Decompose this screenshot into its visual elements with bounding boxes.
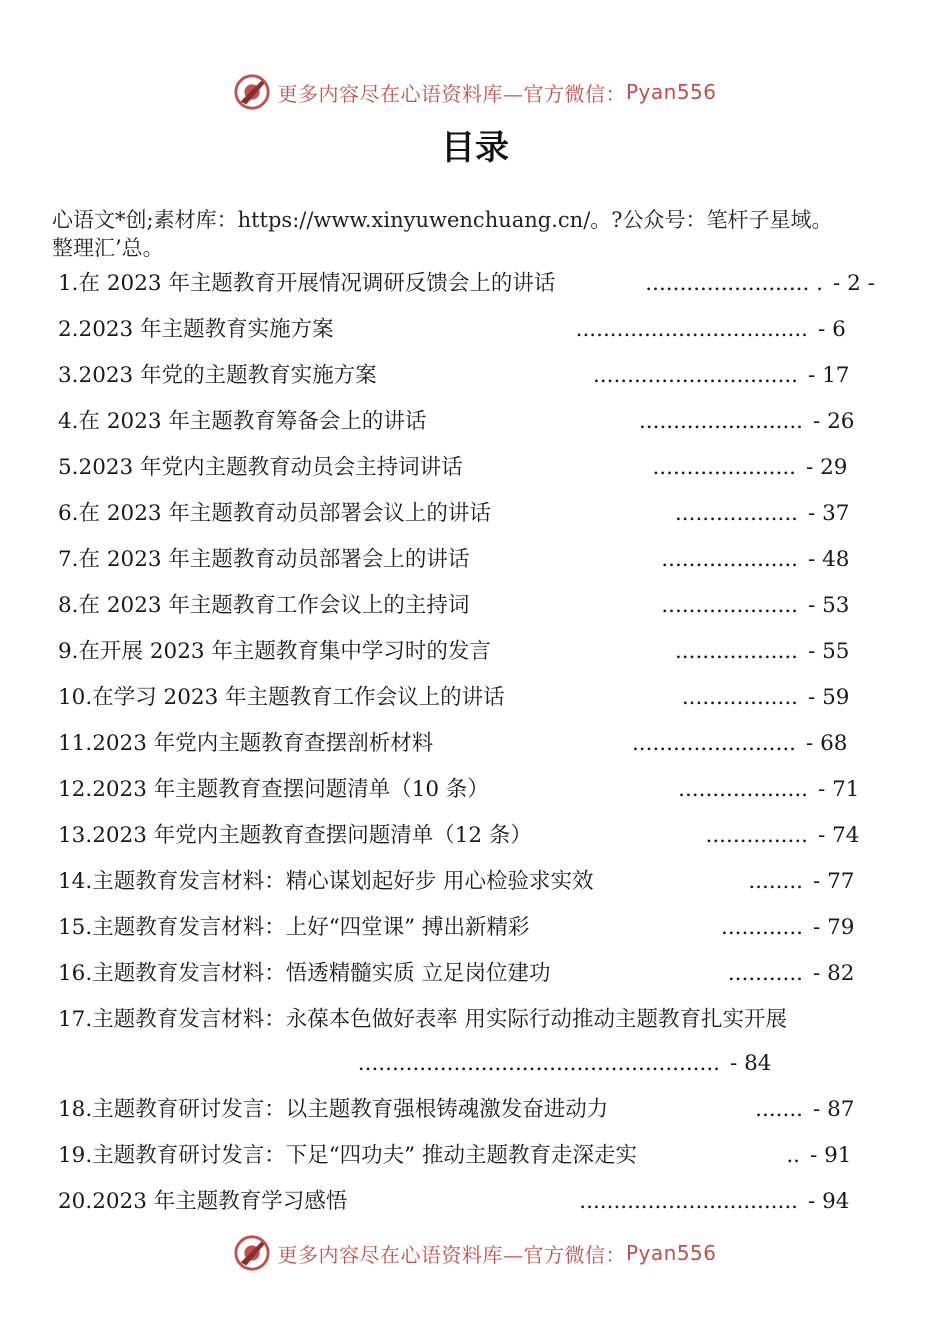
toc-leader-dots: ..................	[674, 639, 798, 664]
toc-leader-dots: ................................	[579, 1189, 798, 1214]
toc-page-number: - 94	[808, 1189, 850, 1214]
toc-page-number: - 48	[808, 547, 850, 572]
intro-line-1: 心语文*创;素材库：https://www.xinyuwenchuang.cn/。?公众号：笔杆子星域。	[52, 208, 833, 232]
toc-entry[interactable]	[58, 680, 908, 716]
toc-entry-title: 12.2023 年主题教育查摆问题清单（10 条）	[58, 777, 489, 802]
toc-leader-dots: ........................ .	[645, 271, 823, 296]
toc-entry-title: 11.2023 年党内主题教育查摆剖析材料	[58, 731, 434, 756]
toc-page-number: - 53	[808, 593, 850, 618]
toc-page-number: - 71	[818, 777, 860, 802]
toc-entry-title: 14.主题教育发言材料：精心谋划起好步 用心检验求实效	[58, 869, 594, 894]
watermark-text: 更多内容尽在心语资料库—官方微信：	[277, 1242, 626, 1267]
toc-leader-dots: ..	[786, 1143, 800, 1168]
toc-entry[interactable]	[58, 864, 908, 900]
toc-page-number: - 2 -	[833, 271, 875, 296]
toc-leader-dots: .......	[755, 1097, 803, 1122]
toc-entry-title: 16.主题教育发言材料：悟透精髓实质 立足岗位建功	[58, 961, 551, 986]
toc-entry-title: 7.在 2023 年主题教育动员部署会上的讲话	[58, 547, 470, 572]
footer-watermark	[0, 1233, 950, 1273]
toc-entry-title: 9.在开展 2023 年主题教育集中学习时的发言	[58, 639, 491, 664]
toc-entry-title: 5.2023 年党内主题教育动员会主持词讲话	[58, 455, 463, 480]
toc-entry[interactable]	[58, 726, 908, 762]
toc-entry[interactable]	[58, 496, 908, 532]
toc-leader-dots: ....................	[661, 547, 798, 572]
toc-entry-title: 2.2023 年主题教育实施方案	[58, 317, 334, 342]
toc-entry[interactable]	[58, 358, 908, 394]
toc-entry-title: 6.在 2023 年主题教育动员部署会议上的讲话	[58, 501, 491, 526]
toc-entry-title: 20.2023 年主题教育学习感悟	[58, 1189, 348, 1214]
toc-entry[interactable]	[58, 1138, 908, 1174]
toc-page-number: - 87	[813, 1097, 855, 1122]
intro-line-2: 整理汇’总。	[52, 236, 164, 260]
toc-entry[interactable]	[58, 772, 908, 808]
toc-entry[interactable]	[58, 956, 908, 992]
toc-entry[interactable]	[58, 542, 908, 578]
toc-entry-title: 4.在 2023 年主题教育筹备会上的讲话	[58, 409, 427, 434]
toc-entry[interactable]	[58, 450, 908, 486]
toc-leader-dots: .................	[681, 685, 798, 710]
toc-entry[interactable]	[58, 1184, 908, 1220]
toc-leader-dots: ........................	[638, 409, 803, 434]
toc-entry[interactable]	[58, 1092, 908, 1128]
toc-page-number: - 29	[806, 455, 848, 480]
watermark-wechat-id: Pyan556	[625, 1241, 717, 1265]
brand-logo-icon	[233, 1234, 271, 1272]
toc-entry[interactable]	[58, 1046, 908, 1082]
toc-page-number: - 84	[730, 1051, 772, 1076]
header-watermark	[0, 72, 950, 112]
watermark-wechat-id: Pyan556	[625, 80, 717, 104]
toc-page-number: - 17	[808, 363, 850, 388]
toc-entry-title: 1.在 2023 年主题教育开展情况调研反馈会上的讲话	[58, 271, 556, 296]
brand-logo-icon	[233, 73, 271, 111]
toc-page-number: - 79	[813, 915, 855, 940]
toc-entry-title: 18.主题教育研讨发言：以主题教育强根铸魂激发奋进动力	[58, 1097, 609, 1122]
toc-leader-dots: ....................	[661, 593, 798, 618]
toc-entry[interactable]	[58, 266, 908, 302]
toc-page-number: - 37	[808, 501, 850, 526]
toc-page-number: - 77	[813, 869, 855, 894]
toc-page-number: - 6	[818, 317, 846, 342]
toc-page-number: - 91	[810, 1143, 852, 1168]
toc-entry-title: 3.2023 年党的主题教育实施方案	[58, 363, 377, 388]
toc-entry-title: 8.在 2023 年主题教育工作会议上的主持词	[58, 593, 470, 618]
toc-leader-dots: ...........	[727, 961, 803, 986]
toc-leader-dots: ..............................	[592, 363, 798, 388]
toc-page-number: - 59	[808, 685, 850, 710]
toc-page-number: - 68	[806, 731, 848, 756]
toc-entry[interactable]	[58, 634, 908, 670]
toc-entry[interactable]	[58, 312, 908, 348]
toc-leader-dots: ...................	[678, 777, 808, 802]
toc-page-number: - 74	[818, 823, 860, 848]
toc-entry[interactable]	[58, 588, 908, 624]
toc-leader-dots: ..................................	[575, 317, 808, 342]
toc-leader-dots: ..................	[674, 501, 798, 526]
toc-page-number: - 55	[808, 639, 850, 664]
toc-entry[interactable]	[58, 1002, 908, 1038]
toc-leader-dots: ...............	[705, 823, 808, 848]
toc-entry-title: 13.2023 年党内主题教育查摆问题清单（12 条）	[58, 823, 532, 848]
page-title: 目录	[441, 128, 509, 168]
watermark-text: 更多内容尽在心语资料库—官方微信：	[277, 81, 626, 106]
toc-entry-title: 10.在学习 2023 年主题教育工作会议上的讲话	[58, 685, 505, 710]
toc-entry[interactable]	[58, 910, 908, 946]
toc-leader-dots: ........	[748, 869, 803, 894]
toc-entry-title: 19.主题教育研讨发言：下足“四功夫” 推动主题教育走深走实	[58, 1143, 638, 1168]
toc-page-number: - 26	[813, 409, 855, 434]
toc-entry[interactable]	[58, 404, 908, 440]
intro-note	[52, 206, 950, 262]
toc-entry-title: 15.主题教育发言材料：上好“四堂课” 搏出新精彩	[58, 915, 530, 940]
toc-leader-dots: ............	[720, 915, 803, 940]
toc-page-number: - 82	[813, 961, 855, 986]
toc-entry[interactable]	[58, 818, 908, 854]
toc-entry-title: 17.主题教育发言材料：永葆本色做好表率 用实际行动推动主题教育扎实开展	[58, 1007, 788, 1032]
toc-leader-dots: ........................	[631, 731, 796, 756]
toc-leader-dots: .....................	[652, 455, 796, 480]
toc-leader-dots: .....................................................	[357, 1051, 720, 1076]
